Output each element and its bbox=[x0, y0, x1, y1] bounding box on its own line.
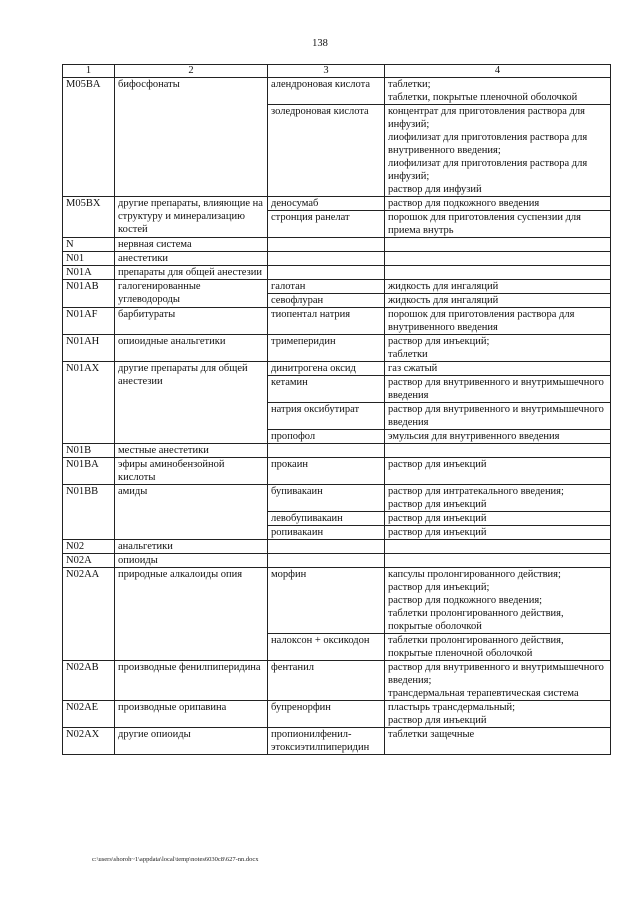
dosage-form-line: раствор для интратекального введения; bbox=[388, 486, 564, 497]
dosage-form-line: раствор для инъекций bbox=[388, 499, 487, 510]
drug-classification-table bbox=[62, 64, 611, 755]
dosage-forms-cell bbox=[385, 238, 611, 252]
file-path-footer: c:\users\shoroh~1\appdata\local\temp\notes6030c8\627-nn.docx bbox=[92, 856, 259, 863]
group-name-cell: галогенированные углеводороды bbox=[115, 280, 268, 308]
drug-name-cell: галотан bbox=[268, 280, 385, 294]
header-col-2: 2 bbox=[115, 65, 268, 78]
table-row bbox=[63, 568, 611, 634]
header-col-3: 3 bbox=[268, 65, 385, 78]
dosage-form-line: порошок для приготовления суспензии для приема внутрь bbox=[388, 212, 581, 236]
atc-code-cell: N01AB bbox=[63, 280, 115, 308]
table-row bbox=[63, 238, 611, 252]
drug-name-cell: алендроновая кислота bbox=[268, 78, 385, 105]
header-col-1: 1 bbox=[63, 65, 115, 78]
drug-name-cell bbox=[268, 238, 385, 252]
dosage-forms-cell bbox=[385, 197, 611, 211]
dosage-forms-cell bbox=[385, 554, 611, 568]
drug-name-cell bbox=[268, 540, 385, 554]
group-name-cell: другие препараты для общей анестезии bbox=[115, 362, 268, 444]
atc-code-cell: N02A bbox=[63, 554, 115, 568]
dosage-form-line: раствор для подкожного введения bbox=[388, 198, 540, 209]
drug-name-cell: тиопентал натрия bbox=[268, 308, 385, 335]
dosage-form-line: эмульсия для внутривенного введения bbox=[388, 431, 560, 442]
dosage-form-line: пластырь трансдермальный; bbox=[388, 702, 516, 713]
dosage-forms-cell bbox=[385, 362, 611, 376]
drug-name-cell: деносумаб bbox=[268, 197, 385, 211]
dosage-forms-cell bbox=[385, 105, 611, 197]
dosage-form-line: раствор для подкожного введения; bbox=[388, 595, 543, 606]
dosage-forms-cell bbox=[385, 458, 611, 485]
header-col-4: 4 bbox=[385, 65, 611, 78]
dosage-form-line: жидкость для ингаляций bbox=[388, 295, 499, 306]
group-name-cell: другие препараты, влияющие на структуру и минерализацию костей bbox=[115, 197, 268, 238]
table-row bbox=[63, 362, 611, 376]
dosage-form-line: таблетки защечные bbox=[388, 729, 475, 740]
dosage-form-line: раствор для внутривенного и внутримышечного введения; bbox=[388, 662, 604, 686]
drug-name-cell: натрия оксибутират bbox=[268, 403, 385, 430]
atc-code-cell: N02AE bbox=[63, 701, 115, 728]
drug-name-cell: бупивакаин bbox=[268, 485, 385, 512]
group-name-cell: барбитураты bbox=[115, 308, 268, 335]
table-row bbox=[63, 78, 611, 105]
group-name-cell: местные анестетики bbox=[115, 444, 268, 458]
dosage-forms-cell bbox=[385, 430, 611, 444]
table-row bbox=[63, 540, 611, 554]
drug-name-cell bbox=[268, 252, 385, 266]
group-name-cell: производные фенилпиперидина bbox=[115, 661, 268, 701]
drug-name-cell: фентанил bbox=[268, 661, 385, 701]
dosage-forms-cell bbox=[385, 728, 611, 755]
drug-name-cell: налоксон + оксикодон bbox=[268, 634, 385, 661]
table-row bbox=[63, 444, 611, 458]
dosage-form-line: раствор для инфузий bbox=[388, 184, 482, 195]
drug-name-cell: пропионилфенил-этоксиэтилпиперидин bbox=[268, 728, 385, 755]
group-name-cell: анальгетики bbox=[115, 540, 268, 554]
table-row bbox=[63, 661, 611, 701]
table-row bbox=[63, 728, 611, 755]
dosage-forms-cell bbox=[385, 485, 611, 512]
atc-code-cell: N01A bbox=[63, 266, 115, 280]
dosage-form-line: таблетки; bbox=[388, 79, 431, 90]
atc-code-cell: N02AB bbox=[63, 661, 115, 701]
dosage-form-line: раствор для инъекций bbox=[388, 527, 487, 538]
dosage-form-line: капсулы пролонгированного действия; bbox=[388, 569, 561, 580]
atc-code-cell: M05BX bbox=[63, 197, 115, 238]
dosage-form-line: лиофилизат для приготовления раствора для внутривенного введения; bbox=[388, 132, 588, 156]
dosage-forms-cell bbox=[385, 294, 611, 308]
dosage-forms-cell bbox=[385, 701, 611, 728]
dosage-form-line: раствор для инъекций bbox=[388, 459, 487, 470]
dosage-form-line: таблетки пролонгированного действия, покрытые оболочкой bbox=[388, 608, 564, 632]
group-name-cell: анестетики bbox=[115, 252, 268, 266]
table-row bbox=[63, 335, 611, 362]
table-row bbox=[63, 554, 611, 568]
dosage-form-line: таблетки, покрытые пленочной оболочкой bbox=[388, 92, 578, 103]
group-name-cell: эфиры аминобензойной кислоты bbox=[115, 458, 268, 485]
atc-code-cell: N01AF bbox=[63, 308, 115, 335]
dosage-form-line: лиофилизат для приготовления раствора для инфузий; bbox=[388, 158, 588, 182]
dosage-form-line: таблетки bbox=[388, 349, 428, 360]
group-name-cell: опиоиды bbox=[115, 554, 268, 568]
table-row bbox=[63, 266, 611, 280]
dosage-form-line: раствор для инъекций bbox=[388, 715, 487, 726]
group-name-cell: производные орипавина bbox=[115, 701, 268, 728]
dosage-form-line: раствор для внутривенного и внутримышечного введения bbox=[388, 404, 604, 428]
drug-name-cell: стронция ранелат bbox=[268, 211, 385, 238]
dosage-forms-cell bbox=[385, 444, 611, 458]
group-name-cell: природные алкалоиды опия bbox=[115, 568, 268, 661]
dosage-form-line: газ сжатый bbox=[388, 363, 438, 374]
atc-code-cell: N02AX bbox=[63, 728, 115, 755]
table-row bbox=[63, 458, 611, 485]
drug-name-cell: прокаин bbox=[268, 458, 385, 485]
dosage-forms-cell bbox=[385, 568, 611, 634]
dosage-forms-cell bbox=[385, 526, 611, 540]
dosage-form-line: раствор для инъекций bbox=[388, 513, 487, 524]
drug-name-cell bbox=[268, 444, 385, 458]
atc-code-cell: N01BB bbox=[63, 485, 115, 540]
drug-name-cell: тримеперидин bbox=[268, 335, 385, 362]
dosage-forms-cell bbox=[385, 634, 611, 661]
atc-code-cell: M05BA bbox=[63, 78, 115, 197]
dosage-forms-cell bbox=[385, 252, 611, 266]
dosage-forms-cell bbox=[385, 308, 611, 335]
group-name-cell: амиды bbox=[115, 485, 268, 540]
atc-code-cell: N01B bbox=[63, 444, 115, 458]
table-row bbox=[63, 252, 611, 266]
drug-name-cell: динитрогена оксид bbox=[268, 362, 385, 376]
dosage-form-line: раствор для инъекций; bbox=[388, 582, 490, 593]
dosage-forms-cell bbox=[385, 403, 611, 430]
dosage-forms-cell bbox=[385, 78, 611, 105]
table-row bbox=[63, 197, 611, 211]
drug-name-cell bbox=[268, 266, 385, 280]
drug-name-cell: кетамин bbox=[268, 376, 385, 403]
group-name-cell: опиоидные анальгетики bbox=[115, 335, 268, 362]
group-name-cell: препараты для общей анестезии bbox=[115, 266, 268, 280]
atc-code-cell: N02 bbox=[63, 540, 115, 554]
table-header-row bbox=[63, 65, 611, 78]
dosage-form-line: таблетки пролонгированного действия, покрытые пленочной оболочкой bbox=[388, 635, 564, 659]
drug-name-cell: золедроновая кислота bbox=[268, 105, 385, 197]
drug-name-cell: бупренорфин bbox=[268, 701, 385, 728]
dosage-form-line: раствор для инъекций; bbox=[388, 336, 490, 347]
page-number: 138 bbox=[312, 38, 328, 49]
drug-name-cell: морфин bbox=[268, 568, 385, 634]
atc-code-cell: N01AH bbox=[63, 335, 115, 362]
dosage-form-line: жидкость для ингаляций bbox=[388, 281, 499, 292]
dosage-form-line: концентрат для приготовления раствора для инфузий; bbox=[388, 106, 585, 130]
atc-code-cell: N01BA bbox=[63, 458, 115, 485]
dosage-forms-cell bbox=[385, 512, 611, 526]
dosage-forms-cell bbox=[385, 211, 611, 238]
table-row bbox=[63, 280, 611, 294]
dosage-forms-cell bbox=[385, 280, 611, 294]
drug-name-cell: левобупивакаин bbox=[268, 512, 385, 526]
drug-name-cell bbox=[268, 554, 385, 568]
dosage-form-line: раствор для внутривенного и внутримышечного введения bbox=[388, 377, 604, 401]
table-row bbox=[63, 485, 611, 512]
atc-code-cell: N01 bbox=[63, 252, 115, 266]
atc-code-cell: N01AX bbox=[63, 362, 115, 444]
dosage-form-line: порошок для приготовления раствора для внутривенного введения bbox=[388, 309, 575, 333]
drug-name-cell: пропофол bbox=[268, 430, 385, 444]
group-name-cell: другие опиоиды bbox=[115, 728, 268, 755]
drug-name-cell: ропивакаин bbox=[268, 526, 385, 540]
table-row bbox=[63, 308, 611, 335]
dosage-form-line: трансдермальная терапевтическая система bbox=[388, 688, 579, 699]
drug-name-cell: севофлуран bbox=[268, 294, 385, 308]
group-name-cell: бифосфонаты bbox=[115, 78, 268, 197]
dosage-forms-cell bbox=[385, 266, 611, 280]
dosage-forms-cell bbox=[385, 661, 611, 701]
atc-code-cell: N bbox=[63, 238, 115, 252]
group-name-cell: нервная система bbox=[115, 238, 268, 252]
table-row bbox=[63, 701, 611, 728]
atc-code-cell: N02AA bbox=[63, 568, 115, 661]
dosage-forms-cell bbox=[385, 376, 611, 403]
table-body bbox=[63, 78, 611, 755]
dosage-forms-cell bbox=[385, 540, 611, 554]
dosage-forms-cell bbox=[385, 335, 611, 362]
